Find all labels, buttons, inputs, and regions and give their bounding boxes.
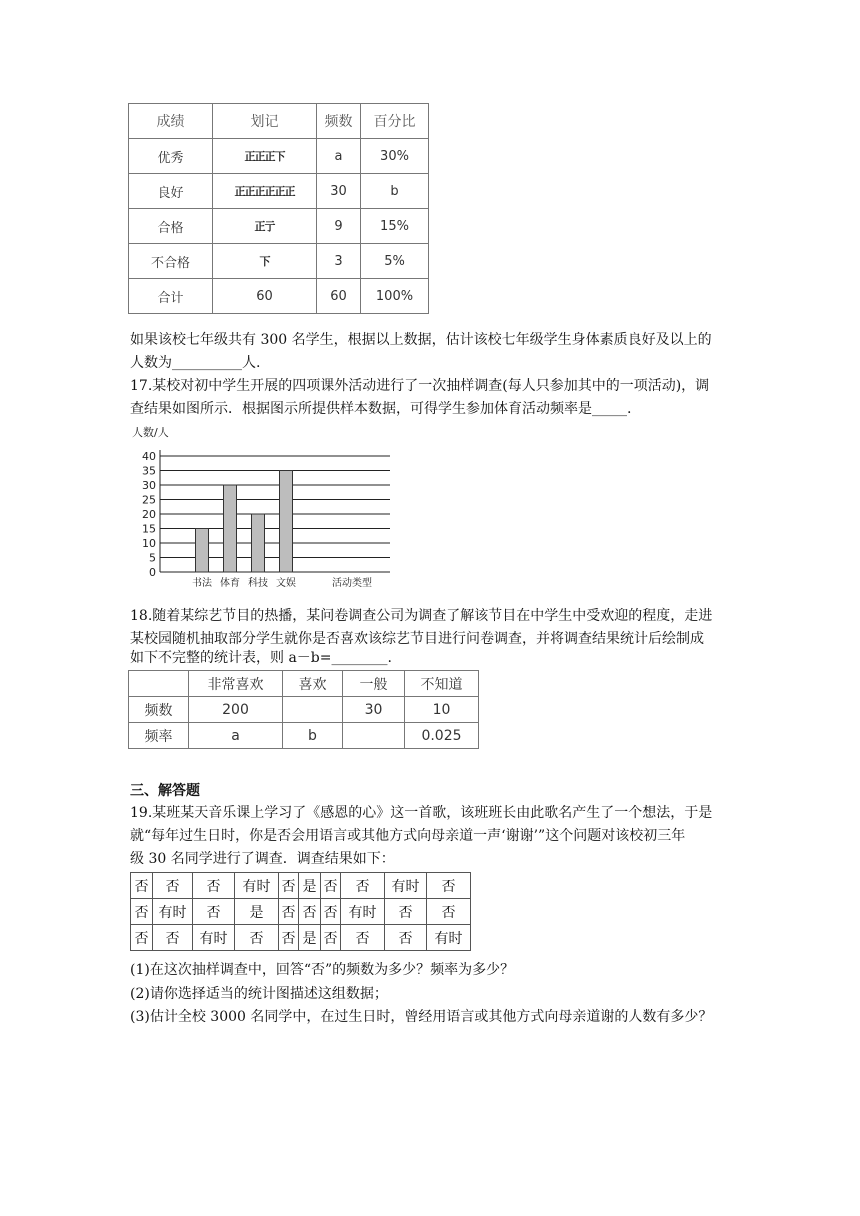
table-cell: 否: [385, 899, 427, 925]
table-header-cell: 一般: [343, 671, 405, 697]
table-cell: 否: [321, 873, 341, 899]
table-cell: [283, 697, 343, 723]
y-tick-label: 0: [149, 566, 156, 579]
tally-cell: 正正正正正正: [213, 174, 317, 209]
survey-table-body: [131, 873, 471, 951]
table-cell: 60: [317, 279, 361, 314]
table-cell: 有时: [153, 899, 193, 925]
table-cell: 否: [193, 873, 235, 899]
table-row: [129, 209, 429, 244]
bar: [224, 485, 237, 572]
y-tick-label: 5: [149, 551, 156, 565]
table-cell: 不合格: [129, 244, 213, 279]
table-cell: 有时: [341, 899, 385, 925]
y-tick-label: 40: [142, 450, 156, 463]
table-cell: 否: [341, 925, 385, 951]
section-heading: 三、解答题: [130, 783, 200, 799]
q18-line-3: 如下不完整的统计表，则 a－b=________.: [130, 650, 392, 666]
table-cell: 30%: [361, 139, 429, 174]
table-row: [129, 279, 429, 314]
table-row: [129, 139, 429, 174]
table-cell: 60: [213, 279, 317, 314]
table-row: [129, 174, 429, 209]
y-axis-label: 人数/人: [132, 426, 169, 439]
preference-stat-table: [128, 670, 479, 749]
table-header-cell: [129, 671, 189, 697]
y-tick-label: 30: [142, 479, 156, 492]
table-cell: 否: [385, 925, 427, 951]
table-cell: 合格: [129, 209, 213, 244]
table-header-row: [129, 671, 479, 697]
table-header-row: [129, 104, 429, 139]
bar: [280, 471, 293, 573]
table-header-cell: 划记: [213, 104, 317, 139]
table-cell: a: [317, 139, 361, 174]
x-tick-label: 体育: [220, 578, 240, 589]
table-cell: 频数: [129, 697, 189, 723]
tally-cell: 正正正下: [213, 139, 317, 174]
table-cell: 有时: [193, 925, 235, 951]
table-row: [129, 697, 479, 723]
q16-line-2: 人数为__________人.: [130, 355, 261, 371]
table-row: [129, 244, 429, 279]
table-cell: 10: [405, 697, 479, 723]
table-cell: 有时: [385, 873, 427, 899]
table-row: [131, 899, 471, 925]
y-tick-label: 25: [142, 493, 156, 507]
table-row: [129, 723, 479, 749]
x-tick-label: 书法: [192, 578, 212, 589]
q19-line-3: 级 30 名同学进行了调查．调查结果如下：: [130, 851, 395, 867]
table-cell: 否: [341, 873, 385, 899]
bar: [196, 529, 209, 573]
table-cell: 否: [193, 899, 235, 925]
table-cell: 频率: [129, 723, 189, 749]
y-tick-label: 15: [142, 522, 156, 536]
table-cell: 是: [299, 925, 321, 951]
table-header-cell: 非常喜欢: [189, 671, 283, 697]
q17-line-1: 17.某校对初中学生开展的四项课外活动进行了一次抽样调查(每人只参加其中的一项活动)，调: [130, 378, 710, 394]
bar: [252, 514, 265, 572]
table-cell: 否: [153, 925, 193, 951]
q19-part-2: (2)请你选择适当的统计图描述这组数据；: [130, 986, 388, 1002]
table-cell: 有时: [427, 925, 471, 951]
table-cell: [343, 723, 405, 749]
table-cell: 否: [427, 873, 471, 899]
q18-line-1: 18.随着某综艺节目的热播，某问卷调查公司为调查了解该节目在中学生中受欢迎的程度，走进: [130, 608, 713, 624]
q17-line-2: 查结果如图所示．根据图示所提供样本数据，可得学生参加体育活动频率是_____.: [130, 401, 632, 417]
tally-cell: 下: [213, 244, 317, 279]
table-row: [131, 925, 471, 951]
table-cell: 否: [321, 899, 341, 925]
table-cell: 9: [317, 209, 361, 244]
table-cell: a: [189, 723, 283, 749]
table-cell: 否: [279, 873, 299, 899]
y-tick-label: 20: [142, 508, 156, 521]
table-cell: 30: [317, 174, 361, 209]
table-row: [131, 873, 471, 899]
table-cell: 30: [343, 697, 405, 723]
table-cell: 3: [317, 244, 361, 279]
table-cell: 15%: [361, 209, 429, 244]
table-cell: 否: [321, 925, 341, 951]
table-cell: 100%: [361, 279, 429, 314]
y-tick-label: 10: [142, 537, 156, 550]
survey-results-table: [130, 872, 471, 951]
table-cell: 否: [279, 925, 299, 951]
q18-line-2: 某校园随机抽取部分学生就你是否喜欢该综艺节目进行问卷调查，并将调查结果统计后绘制成: [130, 631, 704, 647]
table-cell: 否: [131, 899, 153, 925]
table-header-cell: 成绩: [129, 104, 213, 139]
table-cell: 200: [189, 697, 283, 723]
table-cell: 否: [131, 925, 153, 951]
q16-line-1: 如果该校七年级共有 300 名学生，根据以上数据，估计该校七年级学生身体素质良好及以上的: [130, 332, 712, 348]
table-cell: 0.025: [405, 723, 479, 749]
table-header-cell: 频数: [317, 104, 361, 139]
y-tick-label: 35: [142, 464, 156, 478]
table-header-cell: 喜欢: [283, 671, 343, 697]
table-cell: 5%: [361, 244, 429, 279]
table-cell: 否: [279, 899, 299, 925]
x-axis-label: 活动类型: [332, 578, 372, 589]
table-cell: 优秀: [129, 139, 213, 174]
table-cell: b: [361, 174, 429, 209]
x-tick-label: 科技: [248, 578, 268, 589]
table-cell: 有时: [235, 873, 279, 899]
table-header-cell: 百分比: [361, 104, 429, 139]
q19-line-1: 19.某班某天音乐课上学习了《感恩的心》这一首歌，该班班长由此歌名产生了一个想法，于是: [130, 805, 713, 821]
table-cell: 否: [131, 873, 153, 899]
table-cell: 否: [427, 899, 471, 925]
activity-bar-chart: [130, 422, 400, 592]
tally-cell: 正亍: [213, 209, 317, 244]
table-cell: 否: [235, 925, 279, 951]
table-header-cell: 不知道: [405, 671, 479, 697]
grade-frequency-table: [128, 103, 429, 314]
table-cell: 是: [299, 873, 321, 899]
table-cell: 否: [299, 899, 321, 925]
x-tick-label: 文娱: [276, 578, 296, 589]
q19-part-1: (1)在这次抽样调查中，回答“否”的频数为多少？频率为多少？: [130, 962, 515, 978]
q19-line-2: 就“每年过生日时，你是否会用语言或其他方式向母亲道一声‘谢谢’”这个问题对该校初三年: [130, 828, 686, 844]
table-cell: 合计: [129, 279, 213, 314]
table-cell: b: [283, 723, 343, 749]
table-cell: 是: [235, 899, 279, 925]
q19-part-3: (3)估计全校 3000 名同学中，在过生日时，曾经用语言或其他方式向母亲道谢的人数有多少？: [130, 1009, 713, 1025]
table-cell: 否: [153, 873, 193, 899]
table-cell: 良好: [129, 174, 213, 209]
